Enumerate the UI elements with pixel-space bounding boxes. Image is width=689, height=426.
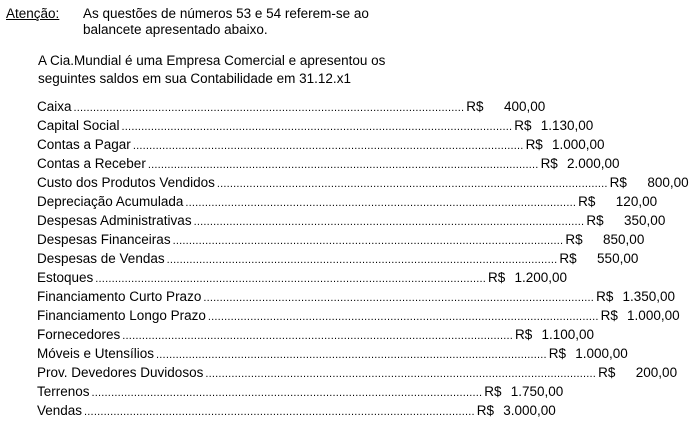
dot-leader: ........................................................................................................................ <box>91 387 483 399</box>
account-name: Terrenos <box>37 384 90 399</box>
account-name: Depreciação Acumulada <box>37 194 184 209</box>
account-amount: 200,00 <box>635 365 678 380</box>
currency-symbol: R$ <box>578 194 596 209</box>
account-name: Fornecedores <box>37 327 121 342</box>
dot-leader: ........................................................................................................................ <box>203 292 595 304</box>
account-name: Caixa <box>37 99 72 114</box>
account-name: Financiamento Longo Prazo <box>37 308 206 323</box>
account-name: Contas a Receber <box>37 156 146 171</box>
balance-list <box>37 99 689 422</box>
account-name: Contas a Pagar <box>37 137 131 152</box>
ledger-row <box>37 289 676 308</box>
account-amount: 350,00 <box>624 213 666 228</box>
account-amount: 1.000,00 <box>575 346 628 361</box>
currency-symbol: R$ <box>466 99 484 114</box>
ledger-row <box>37 308 680 327</box>
account-name: Despesas de Vendas <box>37 251 165 266</box>
account-name: Despesas Financeiras <box>37 232 171 247</box>
currency-symbol: R$ <box>515 327 533 342</box>
ledger-row <box>37 156 620 175</box>
currency-symbol: R$ <box>548 346 567 361</box>
currency-symbol: R$ <box>565 232 583 247</box>
currency-symbol: R$ <box>488 270 506 285</box>
account-name: Despesas Administrativas <box>37 213 192 228</box>
dot-leader: ........................................................................................................................ <box>172 235 564 247</box>
currency-symbol: R$ <box>598 365 616 380</box>
currency-symbol: R$ <box>609 175 627 190</box>
account-name: Financiamento Curto Prazo <box>37 289 202 304</box>
currency-symbol: R$ <box>559 251 577 266</box>
currency-symbol: R$ <box>525 137 543 152</box>
account-amount: 1.750,00 <box>510 384 564 399</box>
dot-leader: ........................................................................................................................ <box>84 406 475 418</box>
dot-leader: ........................................................................................................................ <box>95 273 487 285</box>
account-amount: 1.100,00 <box>541 327 595 342</box>
currency-symbol: R$ <box>540 156 558 171</box>
account-name: Vendas <box>37 403 83 418</box>
account-amount: 550,00 <box>597 251 639 266</box>
account-amount: 2.000,00 <box>567 156 620 171</box>
ledger-row <box>37 118 594 137</box>
dot-leader: ........................................................................................................................ <box>156 349 547 361</box>
account-amount: 1.000,00 <box>552 137 605 152</box>
dot-leader: ........................................................................................................................ <box>166 254 558 266</box>
account-amount: 1.200,00 <box>514 270 568 285</box>
account-amount: 1.130,00 <box>540 118 594 133</box>
ledger-row <box>37 232 645 251</box>
ledger-row <box>37 251 639 270</box>
dot-leader: ........................................................................................................................ <box>193 216 585 228</box>
attention-text: As questões de números 53 e 54 referem-se ao balancete apresentado abaixo. <box>83 6 369 37</box>
dot-leader: ........................................................................................................................ <box>207 311 599 323</box>
dot-leader: ........................................................................................................................ <box>132 140 524 152</box>
dot-leader: ........................................................................................................................ <box>121 121 513 133</box>
dot-leader: ........................................................................................................................ <box>147 159 539 171</box>
ledger-row <box>37 365 678 384</box>
account-amount: 400,00 <box>503 99 546 114</box>
dot-leader: ........................................................................................................................ <box>216 178 608 190</box>
account-amount: 120,00 <box>615 194 658 209</box>
account-name: Estoques <box>37 270 94 285</box>
ledger-row <box>37 346 628 365</box>
ledger-row <box>37 403 556 422</box>
ledger-row <box>37 327 595 346</box>
ledger-row <box>37 213 666 232</box>
account-amount: 1.350,00 <box>622 289 676 304</box>
account-name: Móveis e Utensílios <box>37 346 155 361</box>
ledger-row <box>37 194 658 213</box>
dot-leader: ........................................................................................................................ <box>205 368 597 380</box>
currency-symbol: R$ <box>586 213 604 228</box>
account-amount: 800,00 <box>647 175 689 190</box>
intro-paragraph: A Cia.Mundial é uma Empresa Comercial e apresentou os seguintes saldos em sua Contabilidade em 31.12.x1 <box>38 53 386 86</box>
attention-label: Atenção: <box>6 6 60 21</box>
currency-symbol: R$ <box>484 384 502 399</box>
dot-leader: ........................................................................................................................ <box>185 197 577 209</box>
ledger-row <box>37 99 546 118</box>
currency-symbol: R$ <box>476 403 495 418</box>
account-name: Prov. Devedores Duvidosos <box>37 365 204 380</box>
ledger-row <box>37 137 605 156</box>
dot-leader: ........................................................................................................................ <box>122 330 514 342</box>
account-name: Capital Social <box>37 118 120 133</box>
account-amount: 3.000,00 <box>503 403 556 418</box>
ledger-row <box>37 270 568 289</box>
currency-symbol: R$ <box>596 289 614 304</box>
account-name: Custo dos Produtos Vendidos <box>37 175 215 190</box>
ledger-row <box>37 384 564 403</box>
account-amount: 1.000,00 <box>627 308 680 323</box>
ledger-row <box>37 175 689 194</box>
currency-symbol: R$ <box>514 118 532 133</box>
currency-symbol: R$ <box>600 308 618 323</box>
dot-leader: ........................................................................................................................ <box>73 102 465 114</box>
account-amount: 850,00 <box>603 232 645 247</box>
